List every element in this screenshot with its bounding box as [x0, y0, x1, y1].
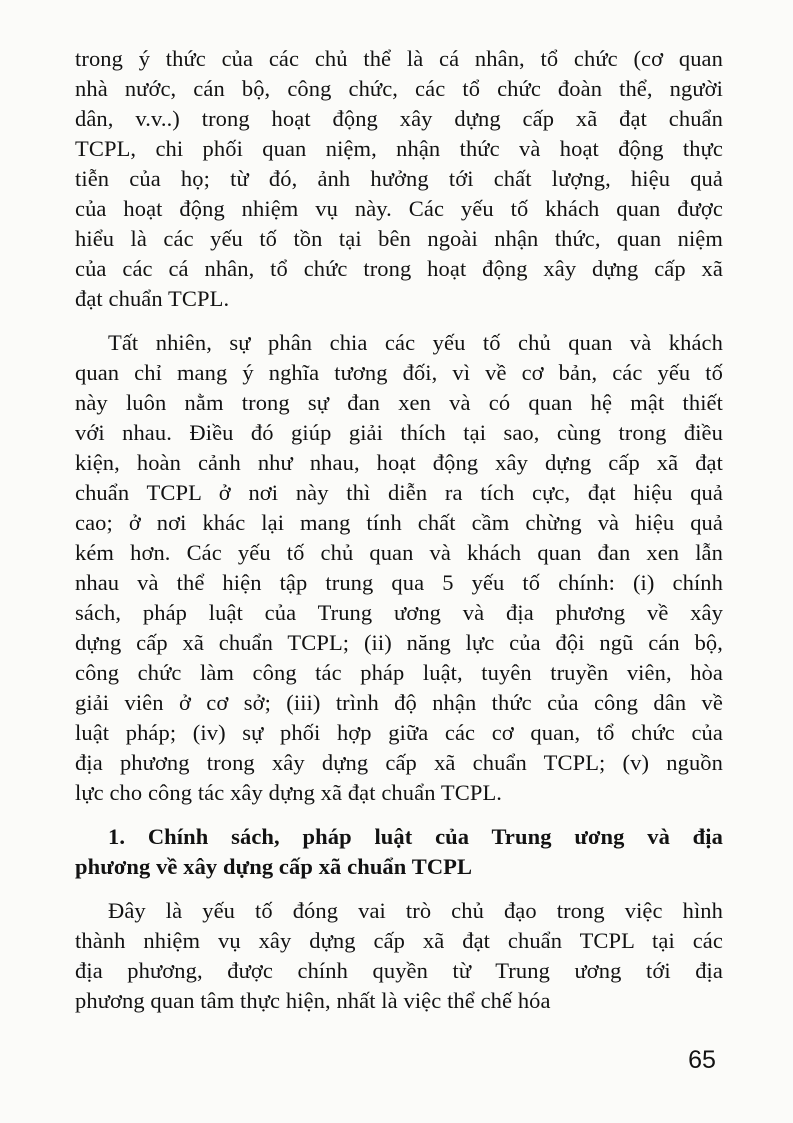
text-line: cao; ở nơi khác lại mang tính chất cầm chừng và hiệu quả [75, 510, 723, 535]
text-line: của hoạt động nhiệm vụ này. Các yếu tố khách quan được [75, 196, 723, 221]
paragraph [75, 896, 723, 1016]
paragraph [75, 44, 723, 314]
text-line: với nhau. Điều đó giúp giải thích tại sao, cùng trong điều [75, 420, 723, 445]
text-line: công chức làm công tác pháp luật, tuyên truyền viên, hòa [75, 660, 723, 685]
text-line: của các cá nhân, tổ chức trong hoạt động xây dựng cấp xã [75, 256, 723, 281]
text-line: 1. Chính sách, pháp luật của Trung ương và địa [108, 824, 723, 849]
text-line: nhà nước, cán bộ, công chức, các tổ chức đoàn thể, người [75, 76, 723, 101]
text-line: TCPL, chi phối quan niệm, nhận thức và hoạt động thực [75, 136, 723, 161]
text-line: địa phương, được chính quyền từ Trung ương tới địa [75, 958, 723, 983]
text-line: phương về xây dựng cấp xã chuẩn TCPL [75, 854, 473, 879]
text-line: phương quan tâm thực hiện, nhất là việc thể chế hóa [75, 988, 551, 1013]
text-line: này luôn nằm trong sự đan xen và có quan hệ mật thiết [75, 390, 723, 415]
text-line: kém hơn. Các yếu tố chủ quan và khách quan đan xen lẫn [75, 540, 723, 565]
text-line: luật pháp; (iv) sự phối hợp giữa các cơ quan, tổ chức của [75, 720, 723, 745]
text-line: dân, v.v..) trong hoạt động xây dựng cấp xã đạt chuẩn [75, 106, 723, 131]
text-line: sách, pháp luật của Trung ương và địa phương về xây [75, 600, 723, 625]
text-line: đạt chuẩn TCPL. [75, 286, 230, 311]
text-line: thành nhiệm vụ xây dựng cấp xã đạt chuẩn TCPL tại các [75, 928, 723, 953]
text-line: dựng cấp xã chuẩn TCPL; (ii) năng lực của đội ngũ cán bộ, [75, 630, 723, 655]
page-text [75, 44, 723, 1016]
text-line: nhau và thể hiện tập trung qua 5 yếu tố chính: (i) chính [75, 570, 723, 595]
text-line: Tất nhiên, sự phân chia các yếu tố chủ quan và khách [108, 330, 723, 355]
paragraph [75, 328, 723, 808]
text-line: lực cho công tác xây dựng xã đạt chuẩn TCPL. [75, 780, 503, 805]
text-line: tiễn của họ; từ đó, ảnh hưởng tới chất lượng, hiệu quả [75, 166, 723, 191]
text-line: giải viên ở cơ sở; (iii) trình độ nhận thức của công dân về [75, 690, 723, 715]
text-line: địa phương trong xây dựng cấp xã chuẩn TCPL; (v) nguồn [75, 750, 723, 775]
text-line: kiện, hoàn cảnh như nhau, hoạt động xây dựng cấp xã đạt [75, 450, 723, 475]
text-line: quan chỉ mang ý nghĩa tương đối, vì về cơ bản, các yếu tố [75, 360, 723, 385]
text-line: hiểu là các yếu tố tồn tại bên ngoài nhận thức, quan niệm [75, 226, 723, 251]
page-number: 65 [688, 1046, 716, 1074]
section-heading [75, 822, 723, 882]
text-line: Đây là yếu tố đóng vai trò chủ đạo trong việc hình [108, 898, 723, 923]
text-line: trong ý thức của các chủ thể là cá nhân, tổ chức (cơ quan [75, 46, 723, 71]
text-line: chuẩn TCPL ở nơi này thì diễn ra tích cực, đạt hiệu quả [75, 480, 723, 505]
